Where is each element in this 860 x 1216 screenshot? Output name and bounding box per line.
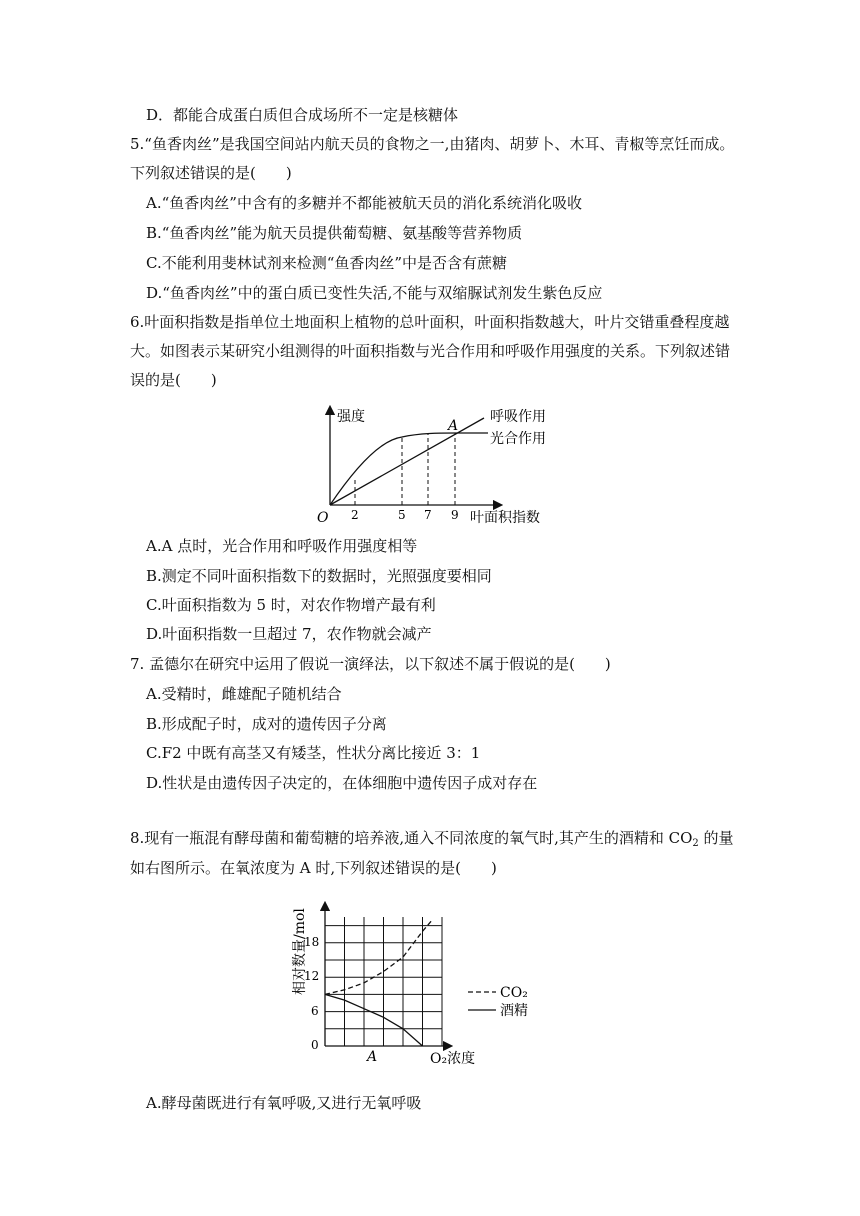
chart1-legend-respiration: 呼吸作用 — [490, 409, 546, 425]
chart1-xtick-2: 2 — [351, 508, 359, 522]
q5-option-b: B.“鱼香肉丝”能为航天员提供葡萄糖、氨基酸等营养物质 — [146, 224, 523, 242]
chart2-ytick-18: 18 — [304, 935, 320, 949]
chart2-xmarker-a: A — [367, 1049, 378, 1065]
chart1-ylabel: 强度 — [337, 409, 365, 425]
chart2-ytick-0: 0 — [311, 1038, 319, 1052]
q4-option-d: D．都能合成蛋白质但合成场所不一定是核糖体 — [146, 106, 459, 124]
chart2-series-ethanol — [325, 994, 423, 1046]
chart2-legend-ethanol: 酒精 — [500, 1003, 528, 1019]
q5-option-c: C.不能利用斐林试剂来检测“鱼香肉丝”中是否含有蔗糖 — [146, 254, 508, 272]
chart1-xtick-7: 7 — [424, 508, 432, 522]
chart1-xtick-5: 5 — [398, 508, 406, 522]
q7-stem: 7. 孟德尔在研究中运用了假说一演绎法，以下叙述不属于假说的是( ) — [130, 655, 611, 673]
q8-stem-line1-tail: 的量 — [698, 829, 734, 847]
chart1-xtick-9: 9 — [451, 508, 459, 522]
q7-option-b: B.形成配子时，成对的遗传因子分离 — [146, 715, 387, 733]
leaf-area-chart — [310, 398, 570, 530]
q8-stem-line1 — [130, 828, 734, 848]
q6-stem-line2: 大。如图表示某研究小组测得的叶面积指数与光合作用和呼吸作用强度的关系。下列叙述错 — [130, 342, 731, 360]
chart1-legend-photosynthesis: 光合作用 — [490, 431, 546, 447]
chart1-series-photosynthesis — [330, 433, 488, 505]
q6-stem-line3: 误的是( ) — [130, 371, 217, 389]
q6-option-c: C.叶面积指数为 5 时，对农作物增产最有利 — [146, 596, 436, 614]
q6-option-b: B.测定不同叶面积指数下的数据时，光照强度要相同 — [146, 567, 492, 585]
q8-stem-line2: 如右图所示。在氧浓度为 A 时,下列叙述错误的是( ) — [130, 859, 497, 877]
q6-stem-line1: 6.叶面积指数是指单位土地面积上植物的总叶面积，叶面积指数越大，叶片交错重叠程度越 — [130, 313, 730, 331]
q7-option-d: D.性状是由遗传因子决定的，在体细胞中遗传因子成对存在 — [146, 774, 538, 792]
q8-stem-line1-text: 8.现有一瓶混有酵母菌和葡萄糖的培养液,通入不同浓度的氧气时,其产生的酒精和 CO — [130, 829, 693, 847]
chart2-ytick-6: 6 — [311, 1004, 319, 1018]
chart2-ylabel: 相对数量/mol — [292, 908, 308, 995]
chart1-origin: O — [317, 510, 329, 526]
chart2-series-co2 — [325, 920, 432, 995]
chart2-grid — [325, 917, 442, 1046]
q5-option-a: A.“鱼香肉丝”中含有的多糖并不都能被航天员的消化系统消化吸收 — [146, 194, 582, 212]
chart2-xlabel: O₂浓度 — [430, 1051, 476, 1067]
o2-chart — [280, 896, 540, 1072]
chart1-point-a: A — [448, 418, 459, 434]
q7-option-c: C.F2 中既有高茎又有矮茎，性状分离比接近 3：1 — [146, 744, 481, 762]
q8-stem-sub: 2 — [692, 838, 699, 849]
q5-stem-line1: 5.“鱼香肉丝”是我国空间站内航天员的食物之一,由猪肉、胡萝卜、木耳、青椒等烹饪而成。 — [130, 135, 735, 153]
q5-option-d: D.“鱼香肉丝”中的蛋白质已变性失活,不能与双缩脲试剂发生紫色反应 — [146, 284, 603, 302]
q7-option-a: A.受精时，雌雄配子随机结合 — [146, 685, 342, 703]
q6-option-a: A.A 点时，光合作用和呼吸作用强度相等 — [146, 537, 418, 555]
q5-stem-line2: 下列叙述错误的是( ) — [130, 164, 292, 182]
q8-option-a: A.酵母菌既进行有氧呼吸,又进行无氧呼吸 — [146, 1094, 422, 1112]
chart1-series-respiration — [330, 418, 484, 505]
q6-option-d: D.叶面积指数一旦超过 7，农作物就会减产 — [146, 625, 432, 643]
chart2-ytick-12: 12 — [304, 969, 320, 983]
chart1-xlabel: 叶面积指数 — [470, 510, 540, 526]
chart2-legend-co2: CO₂ — [500, 985, 528, 1001]
